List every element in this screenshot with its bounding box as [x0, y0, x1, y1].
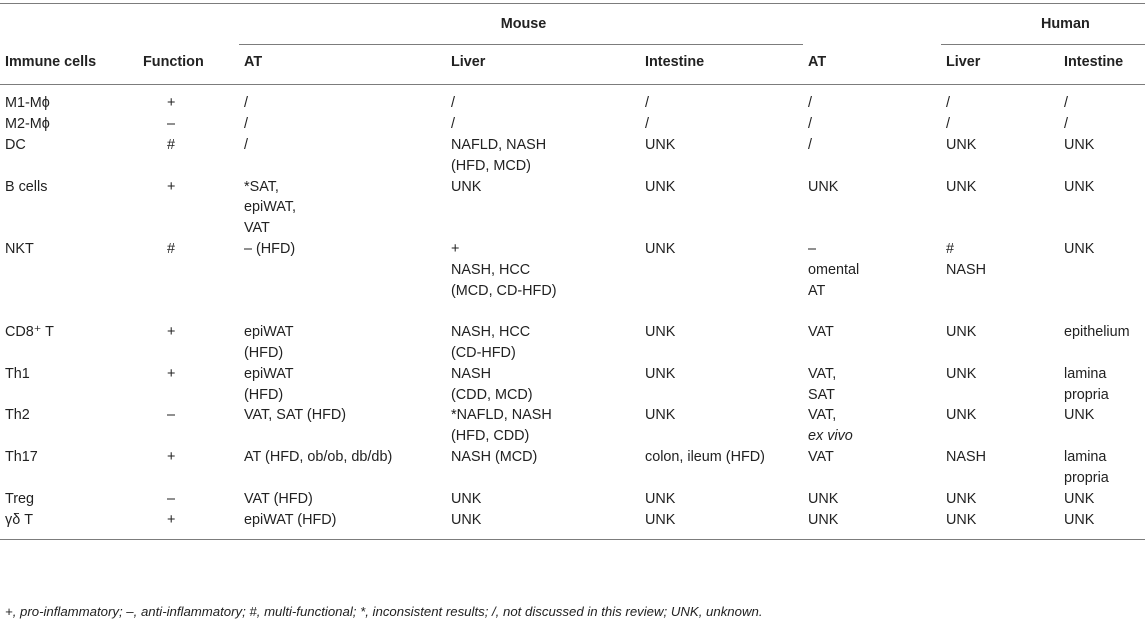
column-header-row [0, 45, 1145, 85]
column-header-human-at: AT [803, 45, 941, 85]
cell-line: ex vivo [808, 428, 853, 445]
cell-function: + [138, 510, 239, 540]
table-row [0, 85, 1145, 115]
cell-line: UNK [946, 511, 977, 528]
cell-function: # [167, 240, 176, 257]
table-row [0, 177, 1145, 239]
cell-line: NASH, HCC [451, 261, 531, 278]
table-row [0, 510, 1145, 540]
cell-mouse-at [239, 114, 446, 135]
cell-line: epiWAT [244, 365, 294, 382]
cell-line: VAT [808, 448, 834, 465]
cell-line: NASH (MCD) [451, 448, 538, 465]
cell-mouse-at [239, 135, 446, 177]
cell-immune-cell: Th2 [5, 407, 30, 424]
cell-line: propria [1064, 469, 1109, 486]
cell-line: colon, ileum (HFD) [645, 448, 765, 465]
cell-human-intestine [1059, 364, 1145, 406]
cell-immune-cell: B cells [5, 178, 48, 195]
cell-human-intestine [1059, 177, 1145, 239]
column-header-mouse-liver: Liver [446, 45, 640, 85]
cell-human-intestine [1059, 322, 1145, 364]
cell-human-liver [941, 85, 1059, 115]
cell-line: UNK [946, 490, 977, 507]
cell-line: VAT [808, 324, 834, 341]
cell-mouse-intestine [640, 322, 803, 364]
cell-line: (CDD, MCD) [451, 386, 533, 403]
cell-line: UNK [808, 511, 839, 528]
cell-line: / [1064, 95, 1068, 111]
cell-line: / [244, 137, 248, 153]
cell-line: SAT [808, 386, 835, 403]
cell-human-liver [941, 489, 1059, 510]
cell-line: UNK [946, 324, 977, 341]
cell-human-at [803, 364, 941, 406]
cell-line: UNK [808, 178, 839, 195]
cell-line: UNK [451, 490, 482, 507]
cell-line: VAT, [808, 365, 837, 382]
cell-human-intestine [1059, 510, 1145, 540]
cell-line: lamina [1064, 448, 1107, 465]
table-row [0, 447, 1145, 489]
group-gap [803, 4, 941, 45]
cell-line: / [946, 95, 950, 111]
table-row [0, 364, 1145, 406]
cell-immune-cell: γδ T [0, 510, 138, 540]
cell-human-liver [941, 447, 1059, 489]
cell-mouse-at [239, 447, 446, 489]
cell-line: # [946, 240, 955, 257]
cell-line: *SAT, [244, 178, 279, 195]
cell-human-liver [941, 510, 1059, 540]
cell-line: VAT (HFD) [244, 490, 313, 507]
cell-line: UNK [1064, 240, 1095, 257]
cell-immune-cell: Th1 [5, 365, 30, 382]
cell-line: / [808, 95, 812, 111]
cell-line: UNK [1064, 178, 1095, 195]
cell-immune-cell: Th17 [5, 448, 38, 465]
group-spacer [138, 4, 239, 45]
cell-line: / [808, 137, 812, 153]
cell-line: / [808, 116, 812, 132]
cell-line: UNK [946, 365, 977, 382]
cell-human-at [803, 135, 941, 177]
cell-line: / [645, 116, 649, 132]
cell-line: UNK [645, 178, 676, 195]
cell-mouse-liver [446, 177, 640, 239]
cell-line: + [451, 240, 460, 257]
cell-line: / [244, 95, 248, 111]
cell-function: – [167, 490, 176, 507]
cell-human-at [803, 405, 941, 447]
cell-line: AT (HFD, ob/ob, db/db) [244, 448, 393, 465]
cell-line: UNK [946, 407, 977, 424]
cell-human-liver [941, 177, 1059, 239]
cell-line: omental [808, 261, 860, 278]
cell-mouse-at [239, 85, 446, 115]
cell-line: / [645, 95, 649, 111]
cell-mouse-intestine [640, 239, 803, 322]
cell-mouse-at [239, 489, 446, 510]
cell-mouse-liver [446, 135, 640, 177]
group-header-row [0, 4, 1145, 45]
cell-human-intestine [1059, 135, 1145, 177]
cell-human-at [803, 322, 941, 364]
cell-line: / [451, 95, 455, 111]
cell-line: UNK [645, 137, 676, 153]
cell-line: (HFD) [244, 344, 284, 361]
cell-line: / [1064, 116, 1068, 132]
cell-function: + [167, 448, 176, 465]
column-header-mouse-at: AT [239, 45, 446, 85]
cell-line: NASH [946, 448, 986, 465]
cell-line: UNK [1064, 511, 1095, 528]
cell-human-at [803, 239, 941, 322]
cell-line: (MCD, CD-HFD) [451, 282, 557, 299]
cell-line: UNK [946, 178, 977, 195]
cell-human-intestine [1059, 405, 1145, 447]
cell-line: (HFD) [244, 386, 284, 403]
cell-line: NAFLD, NASH [451, 137, 547, 153]
cell-line: – [808, 240, 817, 257]
cell-line: VAT, SAT (HFD) [244, 407, 347, 424]
cell-function: + [167, 178, 176, 195]
cell-mouse-at [239, 322, 446, 364]
cell-immune-cell: M1-Mϕ [5, 95, 50, 111]
cell-mouse-liver [446, 239, 640, 322]
cell-line: UNK [645, 511, 676, 528]
cell-line: / [946, 116, 950, 132]
cell-human-at [803, 510, 941, 540]
group-header-human: Human [941, 4, 1145, 45]
cell-mouse-intestine [640, 405, 803, 447]
cell-mouse-at [239, 405, 446, 447]
cell-human-liver [941, 239, 1059, 322]
cell-function: + [167, 324, 176, 341]
immune-cells-table [0, 3, 1145, 540]
column-header-human-liver: Liver [941, 45, 1059, 85]
cell-function: + [167, 365, 176, 382]
cell-mouse-intestine [640, 447, 803, 489]
cell-immune-cell: NKT [5, 240, 34, 257]
cell-line: lamina [1064, 365, 1107, 382]
cell-mouse-liver [446, 114, 640, 135]
cell-line: UNK [808, 490, 839, 507]
cell-mouse-liver [446, 364, 640, 406]
cell-human-at [803, 489, 941, 510]
cell-line: UNK [451, 511, 482, 528]
cell-line: (HFD, MCD) [451, 157, 531, 174]
table-row [0, 114, 1145, 135]
cell-line: UNK [645, 490, 676, 507]
cell-human-liver [941, 135, 1059, 177]
table-row [0, 322, 1145, 364]
cell-mouse-intestine [640, 510, 803, 540]
cell-mouse-intestine [640, 489, 803, 510]
cell-line [451, 301, 640, 322]
table-footnote: +, pro-inflammatory; –, anti-inflammatory; #, multi-functional; *, inconsistent results; /, not discussed in this review; UNK, unknown. [5, 604, 763, 619]
cell-mouse-liver [446, 322, 640, 364]
cell-human-intestine [1059, 489, 1145, 510]
column-header-function: Function [138, 45, 239, 85]
cell-mouse-intestine [640, 85, 803, 115]
cell-human-liver [941, 364, 1059, 406]
cell-line: VAT, [808, 407, 837, 424]
cell-human-at [803, 177, 941, 239]
column-header-mouse-intestine: Intestine [640, 45, 803, 85]
cell-line: UNK [1064, 490, 1095, 507]
cell-line: UNK [645, 407, 676, 424]
cell-line: epiWAT, [244, 199, 296, 216]
cell-function: + [167, 95, 176, 111]
cell-line: UNK [946, 137, 977, 153]
cell-human-liver [941, 322, 1059, 364]
cell-mouse-intestine [640, 364, 803, 406]
table-row [0, 489, 1145, 510]
cell-line: UNK [1064, 407, 1095, 424]
table-row [0, 239, 1145, 322]
cell-mouse-intestine [640, 177, 803, 239]
cell-line: UNK [645, 240, 676, 257]
cell-line: epiWAT [244, 324, 294, 341]
cell-human-at [803, 85, 941, 115]
cell-line: NASH, HCC [451, 324, 531, 341]
cell-line: (CD-HFD) [451, 344, 516, 361]
table-row [0, 405, 1145, 447]
cell-mouse-liver [446, 510, 640, 540]
cell-human-liver [941, 114, 1059, 135]
cell-human-intestine [1059, 114, 1145, 135]
cell-function: – [167, 116, 176, 132]
cell-line: epiWAT (HFD) [244, 511, 337, 528]
group-spacer [0, 4, 138, 45]
cell-mouse-at [239, 364, 446, 406]
cell-line: epithelium [1064, 324, 1130, 341]
cell-mouse-at [239, 239, 446, 322]
column-header-human-intestine: Intestine [1059, 45, 1145, 85]
cell-line: *NAFLD, NASH [451, 407, 552, 424]
cell-function: # [167, 137, 176, 153]
cell-line: – (HFD) [244, 240, 296, 257]
cell-human-liver [941, 405, 1059, 447]
cell-immune-cell: CD8⁺ T [5, 324, 54, 341]
cell-line: VAT [244, 220, 270, 237]
table-row [0, 135, 1145, 177]
cell-line: UNK [451, 178, 482, 195]
cell-human-intestine [1059, 239, 1145, 322]
cell-function: – [167, 407, 176, 424]
cell-line: UNK [645, 324, 676, 341]
cell-line: NASH [451, 365, 491, 382]
column-header-immune-cells: Immune cells [0, 45, 138, 85]
cell-line: propria [1064, 386, 1109, 403]
table-header [0, 4, 1145, 85]
cell-human-intestine [1059, 85, 1145, 115]
cell-line: UNK [1064, 137, 1095, 153]
cell-mouse-liver [446, 405, 640, 447]
cell-human-at [803, 114, 941, 135]
cell-mouse-liver [446, 489, 640, 510]
cell-mouse-at [239, 510, 446, 540]
cell-line: (HFD, CDD) [451, 428, 530, 445]
cell-immune-cell: Treg [5, 490, 35, 507]
cell-immune-cell: M2-Mϕ [5, 116, 50, 132]
cell-immune-cell: DC [5, 137, 26, 153]
group-header-mouse: Mouse [239, 4, 803, 45]
cell-line: / [451, 116, 455, 132]
cell-mouse-at [239, 177, 446, 239]
cell-line: / [244, 116, 248, 132]
cell-human-intestine [1059, 447, 1145, 489]
cell-human-at [803, 447, 941, 489]
cell-line: NASH [946, 261, 986, 278]
cell-line: AT [808, 282, 826, 299]
cell-mouse-intestine [640, 114, 803, 135]
cell-mouse-liver [446, 85, 640, 115]
cell-line: UNK [645, 365, 676, 382]
table-body [0, 85, 1145, 540]
cell-mouse-liver [446, 447, 640, 489]
cell-mouse-intestine [640, 135, 803, 177]
